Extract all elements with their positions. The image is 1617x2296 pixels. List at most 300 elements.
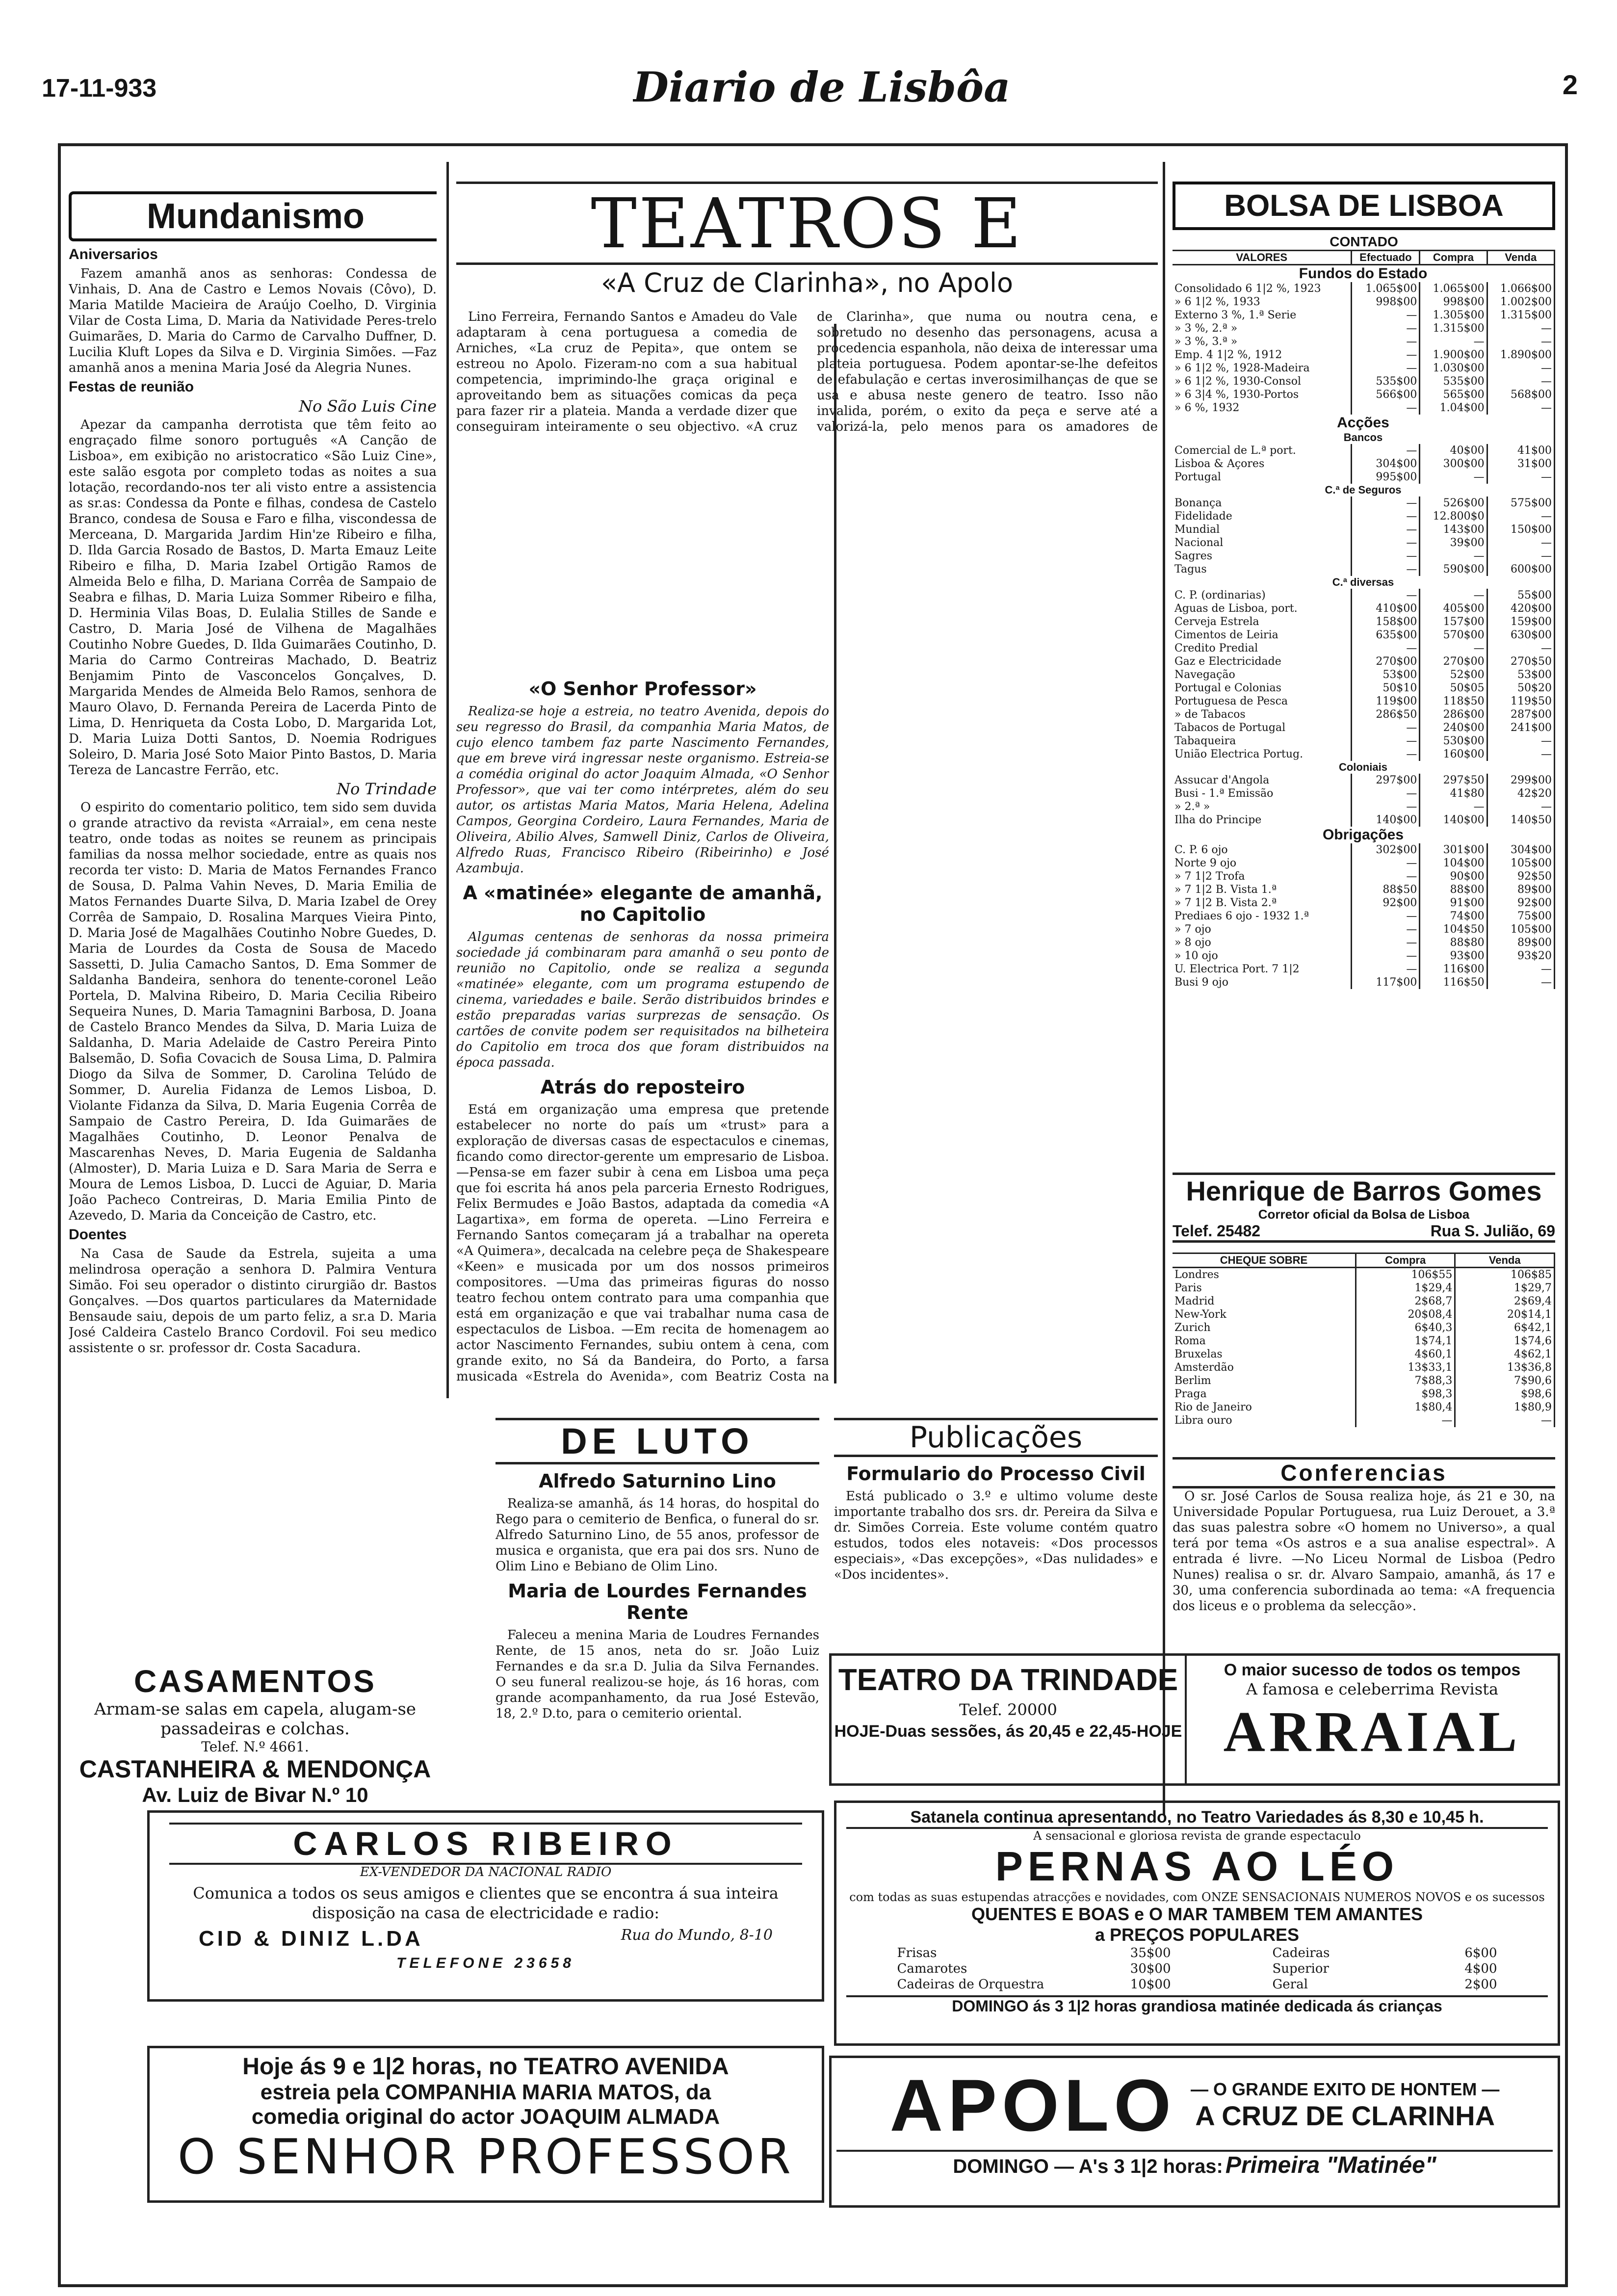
bolsa-cell: — (1487, 510, 1554, 523)
bolsa-row (1173, 431, 1555, 444)
trindade-tel: Telef. 20000 (959, 1700, 1057, 1719)
bolsa-cell: Fidelidade (1173, 510, 1352, 523)
bolsa-cell: Externo 3 %, 1.ª Serie (1173, 309, 1352, 322)
matinee-heading: A «matinée» elegante de amanhã, no Capitolio (463, 882, 823, 925)
bolsa-row (1173, 896, 1555, 910)
bolsa-cell: Tabacos de Portugal (1173, 721, 1352, 734)
page-number: 2 (1562, 69, 1578, 100)
festas-heading: Festas de reunião (69, 379, 194, 395)
bolsa-cell: 600$00 (1487, 563, 1554, 576)
cambio-cell: 13$33,1 (1356, 1361, 1455, 1374)
cambio-cell: 7$90,6 (1455, 1374, 1555, 1387)
bolsa-section-label: Fundos do Estado (1173, 265, 1555, 283)
bolsa-cell: — (1352, 642, 1420, 655)
bolsa-cell: 50$20 (1487, 681, 1554, 695)
cruz-clarinha-text (456, 309, 1158, 437)
bolsa-cell: Comercial de L.ª port. (1173, 444, 1352, 457)
bolsa-cell: 159$00 (1487, 615, 1554, 628)
bolsa-cell: — (1352, 949, 1420, 963)
bolsa-cell: 287$00 (1487, 708, 1554, 721)
bolsa-cell: — (1487, 470, 1554, 484)
cambio-cell: $98,3 (1356, 1387, 1455, 1401)
bolsa-row (1173, 510, 1555, 523)
bolsa-cell: — (1352, 322, 1420, 335)
bolsa-table (1173, 250, 1555, 989)
bolsa-cell: » 7 1|2 B. Vista 1.ª (1173, 883, 1352, 896)
bolsa-cell: 89$00 (1487, 936, 1554, 949)
avenida-l1: Hoje ás 9 e 1|2 horas, no TEATRO AVENIDA (242, 2054, 729, 2080)
publicacoes-title: Publicações (834, 1418, 1158, 1457)
cambio-cell: 7$88,3 (1356, 1374, 1455, 1387)
cambio-row (1173, 1321, 1555, 1334)
bolsa-cell: — (1487, 748, 1554, 761)
bolsa-cell: 50$10 (1352, 681, 1420, 695)
bolsa-cell: Portuguesa de Pesca (1173, 695, 1352, 708)
cambio-cell: Zurich (1173, 1321, 1356, 1334)
bolsa-row (1173, 655, 1555, 668)
avenida-l3: comedia original do actor JOAQUIM ALMADA (251, 2105, 720, 2129)
corretor-tel: Telef. 25482 (1173, 1222, 1261, 1240)
bolsa-cell: » 8 ojo (1173, 936, 1352, 949)
cruz-clarinha-heading: «A Cruz de Clarinha», no Apolo (600, 267, 1014, 298)
bolsa-cell: 1.900$00 (1420, 348, 1487, 362)
cambio-row (1173, 1281, 1555, 1295)
bolsa-cell: — (1420, 470, 1487, 484)
conferencias-section (1173, 1457, 1555, 1644)
cambio-cell: New-York (1173, 1308, 1356, 1321)
cambio-col-header: Compra (1356, 1253, 1455, 1268)
bolsa-cell: 75$00 (1487, 910, 1554, 923)
cambio-col-header: CHEQUE SOBRE (1173, 1253, 1356, 1268)
bolsa-cell: 1.066$00 (1487, 282, 1554, 295)
bolsa-row (1173, 523, 1555, 536)
bolsa-cell: 526$00 (1420, 496, 1487, 510)
bolsa-cell: 91$00 (1420, 896, 1487, 910)
bolsa-cell: 140$50 (1487, 813, 1554, 827)
trindade-name: TEATRO DA TRINDADE (838, 1663, 1178, 1697)
bolsa-row (1173, 484, 1555, 496)
bolsa-cell: » 6 1|2 %, 1928-Madeira (1173, 362, 1352, 375)
arraial-title: ARRAIAL (1223, 1699, 1521, 1764)
bolsa-row (1173, 265, 1555, 283)
luto-text: Realiza-se amanhã, ás 14 horas, do hospital do Rego para o cemiterio de Benfica, o funeral do sr. Alfredo Saturnino Lino, de 55 anos, professor de musica e organista, que era pai dos srs. Nuno de Olim Lino e Bebiano de Olim Lino. (496, 1496, 819, 1574)
bolsa-cell: 270$50 (1487, 655, 1554, 668)
bolsa-section-label: Coloniais (1173, 761, 1555, 774)
bolsa-cell: 41$00 (1487, 444, 1554, 457)
pernas-bottom: DOMINGO ás 3 1|2 horas grandiosa matinée dedicada ás crianças (846, 1995, 1548, 2015)
bolsa-cell: 568$00 (1487, 388, 1554, 401)
bolsa-cell: Aguas de Lisboa, port. (1173, 602, 1352, 615)
price-cell: Superior (1272, 1961, 1329, 1976)
price-cell: Geral (1272, 1977, 1308, 1992)
bolsa-cell: 118$50 (1420, 695, 1487, 708)
bolsa-cell: 635$00 (1352, 628, 1420, 642)
de-luto-title: DE LUTO (496, 1418, 819, 1464)
bolsa-cell: Tagus (1173, 563, 1352, 576)
bolsa-row (1173, 322, 1555, 335)
bolsa-cell: União Electrica Portug. (1173, 748, 1352, 761)
bolsa-row (1173, 335, 1555, 348)
aniversarios-text: Fazem amanhã anos as senhoras: Condessa de Vinhais, D. Ana de Castro e Lemos Novais (Côvo), D. Maria Matilde Macieira de Araújo Coelho, D. Virginia Vilar de Costa Lima, D. Maria da Natividade Peres-trelo Guimarães, D. Maria do Carmo de Carvalho Duffner, D. Lucilia Kluft Lopes da Silva e D. Virginia Simões. —Faz amanhã anos a menina Maria José da Alegria Nunes. (69, 266, 437, 375)
sao-luis-text: Apezar da campanha derrotista que têm feito ao engraçado filme sonoro português «A Canção de Lisboa», em exibição no aristocratico «São Luiz Cine», este salão esgota por completo todas as noites a sua lotação, recordando-nos ter ali visto entre a assistencia as sr.as: Condessa da Ponte e filhas, condesa de Castelo Branco, condesa de Sousa e Faro e filha, viscondessa de Merceana, D. Margarida Jardim Hin'ze Ribeiro e filha, D. Ilda Garcia Rosado de Bastos, D. Marta Emauz Leite Ribeiro e filha, D. Maria Izabel Ortigão Ramos de Almeida Belo e filha, D. Mariana Corrêa de Sampaio de Seabra e filhas, D. Maria Luiza Sommer Ribeiro e filha, D. Herminia Vilas Boas, D. Eulalia Stilles de Sande e Castro, D. Maria José de Vilhena de Magalhães Coutinho Nobre Guedes, D. Ilda Guimarães Coutinho, D. Maria do Carmo Contreiras Machado, D. Beatriz Benjamim Pinto de Vasconcelos Gonçalves, D. Margarida Mendes de Almeida Belo Ramos, senhora de Mauro Olavo, D. Fernanda Pereira de Lacerda Pinto de Lima, D. Henriqueta da Costa Lobo, D. Margarida Lot, D. Maria Luiza Dotti Santos, D. Noemia Rodrigues Soleiro, D. Maria José Soto Maior Pinto Bastos, D. Maria Tereza de Lancastre Ferrão, etc. (69, 417, 437, 778)
bolsa-cell: 998$00 (1420, 295, 1487, 309)
bolsa-cell: 405$00 (1420, 602, 1487, 615)
bolsa-cell: » 7 1|2 Trofa (1173, 870, 1352, 883)
bolsa-cell: — (1352, 936, 1420, 949)
price-cell: 30$00 (1130, 1961, 1171, 1976)
cambio-col-header: Venda (1455, 1253, 1555, 1268)
carlos-text: Comunica a todos os seus amigos e clientes que se encontra á sua inteira disposição na casa de electricidade e radio: (193, 1884, 779, 1922)
castanheira-name: CASTANHEIRA & MENDONÇA (79, 1755, 431, 1783)
bolsa-section-label: C.ª diversas (1173, 576, 1555, 589)
bolsa-cell: — (1487, 976, 1554, 989)
cambio-cell: $98,6 (1455, 1387, 1555, 1401)
cambio-cell: Praga (1173, 1387, 1356, 1401)
page-date: 17-11-933 (42, 74, 157, 103)
bolsa-cell: — (1352, 721, 1420, 734)
pernas-ao-leo-ad (834, 1800, 1560, 2046)
cambio-cell: Libra ouro (1173, 1414, 1356, 1427)
bolsa-cell: — (1352, 787, 1420, 800)
bolsa-section-label: Obrigações (1173, 827, 1555, 843)
bolsa-cell: 304$00 (1352, 457, 1420, 470)
de-luto-section (496, 1418, 819, 1786)
cambio-cell: Paris (1173, 1281, 1356, 1295)
cambio-cell: 1$80,4 (1356, 1401, 1455, 1414)
bolsa-cell: 297$00 (1352, 774, 1420, 787)
conferencias-text: O sr. José Carlos de Sousa realiza hoje, ás 21 e 30, na Universidade Popular Portuguesa, rua Luiz Derouet, a 3.ª das suas palestra sobre «O homem no Universo», a qual terá por tema «Os astros e a sua analise espectral». A entrada é livre. —No Liceu Normal de Lisboa (Pedro Nunes) realisa o sr. dr. Alvaro Sampaio, amanhã, ás 17 e 30, uma conferencia subordinada ao tema: «A frequencia dos liceus e o problema da selecção». (1173, 1489, 1555, 1614)
price-cell: 2$00 (1464, 1977, 1497, 1992)
trindade-sessions: HOJE-Duas sessões, ás 20,45 e 22,45-HOJE (834, 1722, 1182, 1741)
bolsa-cell: — (1352, 589, 1420, 602)
mundanismo-section (69, 191, 437, 1388)
bolsa-cell: 31$00 (1487, 457, 1554, 470)
bolsa-cell: — (1352, 335, 1420, 348)
bolsa-cell: C. P. (ordinarias) (1173, 589, 1352, 602)
bolsa-cell: 50$05 (1420, 681, 1487, 695)
bolsa-cell: — (1352, 549, 1420, 563)
price-cell: Frisas (897, 1946, 937, 1960)
bolsa-title: BOLSA DE LISBOA (1173, 182, 1555, 230)
bolsa-cell: Portugal (1173, 470, 1352, 484)
bolsa-cell: 119$50 (1487, 695, 1554, 708)
price-cell: 35$00 (1130, 1946, 1171, 1960)
castanheira-address: Av. Luiz de Bivar N.º 10 (142, 1783, 368, 1806)
bolsa-cell: — (1352, 401, 1420, 415)
bolsa-cell: Ilha do Principe (1173, 813, 1352, 827)
bolsa-row (1173, 748, 1555, 761)
pernas-l2: A sensacional e gloriosa revista de grande espectaculo (1033, 1829, 1361, 1843)
cambio-cell: 2$69,4 (1455, 1295, 1555, 1308)
bolsa-cell: 286$50 (1352, 708, 1420, 721)
cambio-row (1173, 1374, 1555, 1387)
bolsa-cell: — (1352, 362, 1420, 375)
bolsa-cell: 93$00 (1420, 949, 1487, 963)
bolsa-cell: 297$50 (1420, 774, 1487, 787)
pernas-l5: a PREÇOS POPULARES (1095, 1925, 1300, 1945)
bolsa-row (1173, 857, 1555, 870)
price-cell: Camarotes (897, 1961, 967, 1976)
cambio-cell: 1$74,1 (1356, 1334, 1455, 1348)
cambio-row (1173, 1414, 1555, 1427)
bolsa-row (1173, 827, 1555, 843)
bolsa-section (1173, 182, 1555, 1168)
senhor-professor-text: Realiza-se hoje a estreia, no teatro Avenida, depois do seu regresso do Brasil, da companhia Maria Matos, de cujo elenco tambem faz parte Nascimento Fernandes, que em breve virá ingressar neste organismo. Estreia-se a comédia original do actor Joaquim Almada, «O Senhor Professor», que vai ter como intérpretes, além do seu autor, os artistas Maria Matos, Maria Helena, Adelina Campos, Georgina Cordeiro, Laura Fernandes, Maria de Oliveira, Abilio Alves, Samwell Diniz, Carlos de Oliveira, Alfredo Ruas, Francisco Ribeiro (Ribeirinho) e José Azambuja. (456, 704, 829, 876)
bolsa-row (1173, 883, 1555, 896)
bolsa-cell: 575$00 (1487, 496, 1554, 510)
pernas-top: Satanela continua apresentando, no Teatro Variedades ás 8,30 e 10,45 h. (846, 1808, 1548, 1829)
aniversarios-heading: Aniversarios (69, 246, 158, 262)
bolsa-cell: — (1420, 800, 1487, 813)
doentes-heading: Doentes (69, 1226, 127, 1243)
newspaper-name: Diario de Lisbôa (633, 63, 1011, 111)
bolsa-col-header: VALORES (1173, 251, 1352, 265)
bolsa-cell: 140$00 (1420, 813, 1487, 827)
cambio-cell: 2$68,7 (1356, 1295, 1455, 1308)
bolsa-cell: 1.315$00 (1487, 309, 1554, 322)
cambio-row (1173, 1401, 1555, 1414)
bolsa-section-label: Bancos (1173, 431, 1555, 444)
carlos-ribeiro-ad (147, 1810, 824, 2002)
cid-diniz-address: Rua do Mundo, 8-10 (621, 1927, 773, 1944)
senhor-professor-heading: «O Senhor Professor» (528, 678, 757, 700)
bolsa-cell: — (1352, 309, 1420, 322)
bolsa-cell: 1.04$00 (1420, 401, 1487, 415)
bolsa-cell: 590$00 (1420, 563, 1487, 576)
casamentos-text: Armam-se salas em capela, alugam-se passadeiras e colchas. (94, 1699, 417, 1739)
bolsa-cell: 89$00 (1487, 883, 1554, 896)
bolsa-cell: Mundial (1173, 523, 1352, 536)
trindade-r1: O maior sucesso de todos os tempos (1224, 1661, 1521, 1679)
bolsa-cell: » de Tabacos (1173, 708, 1352, 721)
cambio-row (1173, 1387, 1555, 1401)
bolsa-cell: 140$00 (1352, 813, 1420, 827)
bolsa-cell: 119$00 (1352, 695, 1420, 708)
bolsa-cell: 105$00 (1487, 857, 1554, 870)
bolsa-cell: — (1420, 549, 1487, 563)
bolsa-row (1173, 375, 1555, 388)
bolsa-cell: Prediaes 6 ojo - 1932 1.ª (1173, 910, 1352, 923)
cambio-row (1173, 1361, 1555, 1374)
cambio-cell: 1$80,9 (1455, 1401, 1555, 1414)
pernas-l3: com todas as suas estupendas atracções e novidades, com ONZE SENSACIONAIS NUMEROS NOVOS e os sucessos (849, 1890, 1545, 1904)
bolsa-row (1173, 774, 1555, 787)
bolsa-cell: 1.305$00 (1420, 309, 1487, 322)
formulario-text: Está publicado o 3.º e ultimo volume deste importante trabalho dos srs. dr. Pereira da Silva e dr. Simões Correia. Este volume contém quatro estudos, todos eles notaveis: «Dos processos especiais», «Das excepções», «Das nulidades» e «Dos incidentes». (834, 1489, 1158, 1582)
price-cell: Cadeiras de Orquestra (897, 1977, 1044, 1992)
bolsa-row (1173, 963, 1555, 976)
bolsa-cell: Cerveja Estrela (1173, 615, 1352, 628)
price-cell: 4$00 (1464, 1961, 1497, 1976)
corretor-name: Henrique de Barros Gomes (1173, 1173, 1555, 1207)
bolsa-cell: 116$50 (1420, 976, 1487, 989)
bolsa-row (1173, 401, 1555, 415)
bolsa-row (1173, 787, 1555, 800)
teatros-header (456, 182, 1158, 265)
bolsa-row (1173, 949, 1555, 963)
cambio-cell: 1$74,6 (1455, 1334, 1555, 1348)
reposteiro-heading: Atrás do reposteiro (540, 1076, 745, 1098)
bolsa-cell: 535$00 (1352, 375, 1420, 388)
bolsa-cell: — (1487, 536, 1554, 549)
bolsa-row (1173, 628, 1555, 642)
bolsa-row (1173, 843, 1555, 857)
bolsa-cell: — (1487, 642, 1554, 655)
bolsa-cell: — (1487, 375, 1554, 388)
bolsa-row (1173, 362, 1555, 375)
bolsa-cell: 630$00 (1487, 628, 1554, 642)
bolsa-cell: — (1487, 401, 1554, 415)
bolsa-row (1173, 695, 1555, 708)
bolsa-cell: » 6 3|4 %, 1930-Portos (1173, 388, 1352, 401)
bolsa-cell: — (1352, 963, 1420, 976)
center-left-column (456, 672, 829, 1383)
bolsa-cell: Gaz e Electricidade (1173, 655, 1352, 668)
column-rule (834, 324, 836, 1383)
bolsa-cell: » 6 %, 1932 (1173, 401, 1352, 415)
bolsa-cell: 92$50 (1487, 870, 1554, 883)
bolsa-cell: Bonança (1173, 496, 1352, 510)
bolsa-cell: Busi - 1.ª Emissão (1173, 787, 1352, 800)
bolsa-row (1173, 295, 1555, 309)
cambio-cell: Londres (1173, 1268, 1356, 1282)
trindade-heading: No Trindade (337, 780, 437, 798)
bolsa-cell: 160$00 (1420, 748, 1487, 761)
bolsa-row (1173, 348, 1555, 362)
bolsa-section-label: Acções (1173, 415, 1555, 431)
bolsa-cell: 565$00 (1420, 388, 1487, 401)
bolsa-cell: — (1487, 734, 1554, 748)
bolsa-cell: — (1352, 348, 1420, 362)
bolsa-cell: 1.315$00 (1420, 322, 1487, 335)
bolsa-row (1173, 923, 1555, 936)
price-row (1272, 1977, 1498, 1992)
bolsa-cell: 1.030$00 (1420, 362, 1487, 375)
bolsa-cell: Navegação (1173, 668, 1352, 681)
corretor-address: Rua S. Julião, 69 (1430, 1222, 1555, 1240)
bolsa-row (1173, 589, 1555, 602)
trindade-ad (829, 1653, 1560, 1786)
mundanismo-title: Mundanismo (69, 191, 437, 241)
bolsa-cell: 143$00 (1420, 523, 1487, 536)
bolsa-cell: Norte 9 ojo (1173, 857, 1352, 870)
bolsa-row (1173, 936, 1555, 949)
cambio-cell: Rio de Janeiro (1173, 1401, 1356, 1414)
bolsa-cell: — (1487, 963, 1554, 976)
bolsa-cell: 241$00 (1487, 721, 1554, 734)
avenida-ad (147, 2046, 824, 2203)
bolsa-row (1173, 976, 1555, 989)
bolsa-cell: 535$00 (1420, 375, 1487, 388)
bolsa-cell: 104$50 (1420, 923, 1487, 936)
carlos-name: CARLOS RIBEIRO (169, 1823, 802, 1865)
avenida-l2: estreia pela COMPANHIA MARIA MATOS, da (260, 2080, 711, 2104)
bolsa-cell: 105$00 (1487, 923, 1554, 936)
bolsa-row (1173, 910, 1555, 923)
apolo-r1: — O GRANDE EXITO DE HONTEM — (1190, 2079, 1500, 2099)
bolsa-cell: 304$00 (1487, 843, 1554, 857)
bolsa-row (1173, 734, 1555, 748)
luto-name-2: Maria de Lourdes Fernandes Rente (508, 1580, 807, 1623)
bolsa-cell: Credito Predial (1173, 642, 1352, 655)
bolsa-row (1173, 309, 1555, 322)
bolsa-cell: 570$00 (1420, 628, 1487, 642)
trindade-r2: A famosa e celeberrima Revista (1246, 1680, 1499, 1698)
price-row (897, 1961, 1172, 1977)
bolsa-cell: Nacional (1173, 536, 1352, 549)
bolsa-cell: — (1352, 510, 1420, 523)
bolsa-row (1173, 761, 1555, 774)
bolsa-cell: — (1352, 910, 1420, 923)
bolsa-cell: Portugal e Colonias (1173, 681, 1352, 695)
bolsa-row (1173, 549, 1555, 563)
bolsa-row (1173, 708, 1555, 721)
bolsa-cell: — (1352, 523, 1420, 536)
bolsa-cell: 150$00 (1487, 523, 1554, 536)
bolsa-cell: U. Electrica Port. 7 1|2 (1173, 963, 1352, 976)
apolo-bottom2: Primeira "Matinée" (1225, 2152, 1436, 2178)
publicacoes-section (834, 1418, 1158, 1653)
bolsa-row (1173, 282, 1555, 295)
cambio-cell: 1$29,7 (1455, 1281, 1555, 1295)
bolsa-cell: 52$00 (1420, 668, 1487, 681)
column-rule (1163, 162, 1165, 1815)
pernas-l4: QUENTES E BOAS e O MAR TAMBEM TEM AMANTES (971, 1904, 1423, 1924)
bolsa-cell: » 2.ª » (1173, 800, 1352, 813)
prices-right (1272, 1945, 1498, 1992)
bolsa-cell: 40$00 (1420, 444, 1487, 457)
bolsa-row (1173, 563, 1555, 576)
cambio-cell: — (1356, 1414, 1455, 1427)
cambio-row (1173, 1308, 1555, 1321)
price-cell: 10$00 (1130, 1977, 1171, 1992)
bolsa-cell: 1.065$00 (1420, 282, 1487, 295)
bolsa-row (1173, 870, 1555, 883)
bolsa-cell: 270$00 (1352, 655, 1420, 668)
luto-name: Alfredo Saturnino Lino (539, 1470, 776, 1492)
bolsa-cell: 410$00 (1352, 602, 1420, 615)
bolsa-cell: 299$00 (1487, 774, 1554, 787)
cambio-row (1173, 1268, 1555, 1282)
bolsa-section-label: C.ª de Seguros (1173, 484, 1555, 496)
bolsa-cell: — (1420, 335, 1487, 348)
bolsa-cell: 12.800$0 (1420, 510, 1487, 523)
price-row (897, 1945, 1172, 1961)
bolsa-cell: — (1352, 870, 1420, 883)
cambio-cell: Amsterdão (1173, 1361, 1356, 1374)
matinee-text: Algumas centenas de senhoras da nossa primeira sociedade já combinaram para amanhã o seu ponto de reunião no Capitolio, onde se realiza a segunda «matinée» elegante, com um programa estupendo de cinema, variedades e baile. Serão distribuidos brindes e estão preparadas varias surprezas de sensação. Os cartões de convite podem ser requisitados na bilheteira do Capitolio em troca dos que foram distribuidos na época passada. (456, 930, 829, 1070)
price-row (897, 1977, 1172, 1992)
cambio-cell: — (1455, 1414, 1555, 1427)
bolsa-cell: » 10 ojo (1173, 949, 1352, 963)
bolsa-cell: 53$00 (1487, 668, 1554, 681)
contado-label: CONTADO (1330, 234, 1398, 249)
bolsa-col-header: Compra (1420, 251, 1487, 265)
conferencias-title: Conferencias (1173, 1457, 1555, 1488)
bolsa-cell: 566$00 (1352, 388, 1420, 401)
bolsa-cell: — (1487, 322, 1554, 335)
bolsa-cell: 116$00 (1420, 963, 1487, 976)
formulario-heading: Formulario do Processo Civil (846, 1463, 1146, 1485)
cambio-cell: 6$40,3 (1356, 1321, 1455, 1334)
apolo-r2: A CRUZ DE CLARINHA (1195, 2100, 1495, 2131)
apolo-bottom1: DOMINGO — A's 3 1|2 horas: (953, 2156, 1223, 2177)
bolsa-row (1173, 470, 1555, 484)
bolsa-row (1173, 415, 1555, 431)
bolsa-row (1173, 615, 1555, 628)
bolsa-row (1173, 576, 1555, 589)
bolsa-cell: — (1352, 857, 1420, 870)
